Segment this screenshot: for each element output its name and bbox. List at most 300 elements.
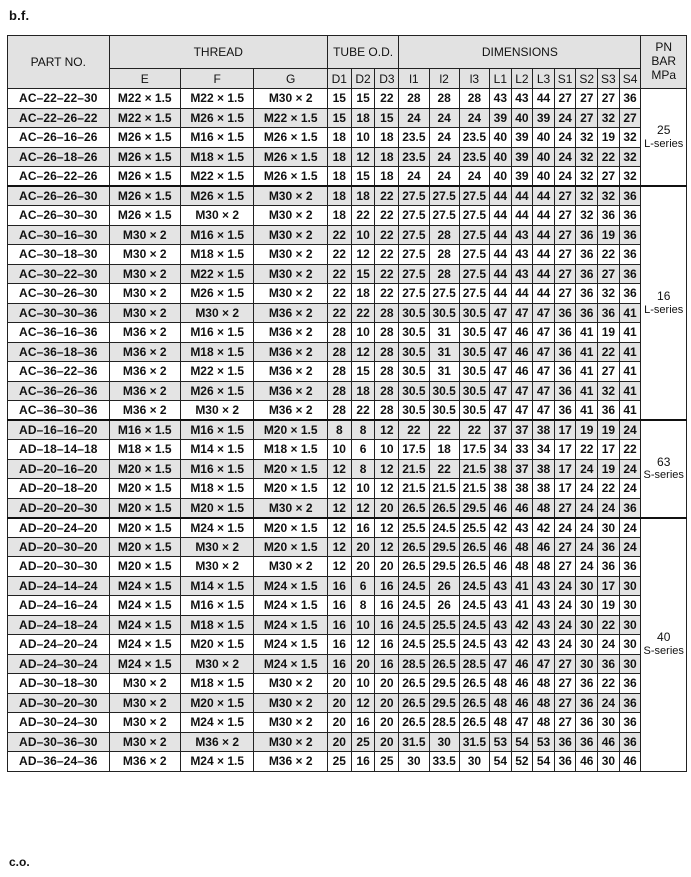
dim-s1-cell: 36 [554, 381, 576, 401]
dim-s2-cell: 27 [576, 108, 598, 128]
dim-s2-cell: 36 [576, 245, 598, 265]
tube-od-d2-cell: 10 [351, 323, 375, 343]
thread-g-cell: M30 × 2 [254, 732, 328, 752]
thread-e-cell: M24 × 1.5 [109, 576, 180, 596]
dim-l3-cell: 24.5 [459, 615, 489, 635]
tube-od-d1-cell: 20 [327, 713, 351, 733]
dim-l2-cell: 30.5 [429, 381, 459, 401]
dim-s2-cell: 22 [576, 440, 598, 460]
tube-od-d1-cell: 15 [327, 108, 351, 128]
pn-rating-value: 63 [657, 454, 671, 469]
dim-l2-cell: 24 [429, 167, 459, 187]
dim-s4-cell: 41 [619, 401, 641, 421]
table-row [8, 537, 687, 557]
dim-L2-cell: 40 [511, 108, 533, 128]
thread-f-cell: M30 × 2 [180, 654, 254, 674]
dim-L3-cell: 44 [533, 89, 555, 109]
dim-l2-cell: 30.5 [429, 303, 459, 323]
dim-s1-cell: 36 [554, 732, 576, 752]
dim-l2-cell: 22 [429, 420, 459, 440]
tube-od-d1-cell: 22 [327, 225, 351, 245]
part-number-cell: AC–26–22–26 [8, 167, 110, 187]
dim-L1-cell: 46 [490, 557, 512, 577]
tube-od-d3-cell: 12 [375, 518, 399, 538]
dim-s4-cell: 30 [619, 654, 641, 674]
dim-s4-cell: 36 [619, 89, 641, 109]
dim-l1-cell: 24.5 [399, 596, 429, 616]
tube-od-d1-cell: 28 [327, 342, 351, 362]
thread-g-cell: M24 × 1.5 [254, 654, 328, 674]
header-pn-bar-mpa: PN BAR MPa [641, 36, 687, 89]
dim-s1-cell: 27 [554, 206, 576, 226]
dim-s1-cell: 27 [554, 537, 576, 557]
dim-l3-cell: 28.5 [459, 654, 489, 674]
dim-L1-cell: 42 [490, 518, 512, 538]
dim-s3-cell: 27 [598, 89, 620, 109]
dim-l2-cell: 26 [429, 576, 459, 596]
header-part-no: PART NO. [8, 36, 110, 89]
thread-f-cell: M14 × 1.5 [180, 440, 254, 460]
thread-f-cell: M18 × 1.5 [180, 342, 254, 362]
dim-s3-cell: 24 [598, 693, 620, 713]
dim-l1-cell: 26.5 [399, 713, 429, 733]
col-dim-L1: L1 [490, 69, 512, 89]
dim-L1-cell: 38 [490, 459, 512, 479]
thread-e-cell: M20 × 1.5 [109, 557, 180, 577]
thread-f-cell: M30 × 2 [180, 557, 254, 577]
thread-g-cell: M20 × 1.5 [254, 479, 328, 499]
part-number-cell: AC–30–26–30 [8, 284, 110, 304]
dim-l3-cell: 21.5 [459, 459, 489, 479]
thread-f-cell: M20 × 1.5 [180, 498, 254, 518]
dim-s3-cell: 30 [598, 713, 620, 733]
dim-l3-cell: 30.5 [459, 362, 489, 382]
tube-od-d1-cell: 8 [327, 420, 351, 440]
tube-od-d2-cell: 8 [351, 596, 375, 616]
thread-g-cell: M24 × 1.5 [254, 635, 328, 655]
tube-od-d3-cell: 16 [375, 654, 399, 674]
dim-l3-cell: 27.5 [459, 225, 489, 245]
dim-l2-cell: 27.5 [429, 186, 459, 206]
dim-l3-cell: 27.5 [459, 245, 489, 265]
dim-s2-cell: 24 [576, 498, 598, 518]
tube-od-d3-cell: 12 [375, 459, 399, 479]
thread-e-cell: M30 × 2 [109, 245, 180, 265]
part-number-cell: AC–26–16–26 [8, 128, 110, 148]
tube-od-d1-cell: 16 [327, 615, 351, 635]
dim-L1-cell: 53 [490, 732, 512, 752]
thread-e-cell: M18 × 1.5 [109, 440, 180, 460]
tube-od-d2-cell: 6 [351, 576, 375, 596]
dim-L3-cell: 47 [533, 323, 555, 343]
dim-L3-cell: 47 [533, 303, 555, 323]
dim-s4-cell: 32 [619, 128, 641, 148]
dim-l2-cell: 29.5 [429, 693, 459, 713]
dim-L2-cell: 42 [511, 635, 533, 655]
dim-l3-cell: 21.5 [459, 479, 489, 499]
tube-od-d2-cell: 15 [351, 89, 375, 109]
table-row [8, 596, 687, 616]
tube-od-d3-cell: 22 [375, 225, 399, 245]
table-row [8, 323, 687, 343]
dim-l1-cell: 27.5 [399, 225, 429, 245]
dim-s3-cell: 27 [598, 264, 620, 284]
tube-od-d2-cell: 10 [351, 225, 375, 245]
tube-od-d2-cell: 22 [351, 206, 375, 226]
dim-s1-cell: 17 [554, 479, 576, 499]
tube-od-d1-cell: 18 [327, 128, 351, 148]
thread-e-cell: M36 × 2 [109, 342, 180, 362]
dim-l3-cell: 24.5 [459, 635, 489, 655]
part-number-cell: AC–36–26–36 [8, 381, 110, 401]
thread-f-cell: M18 × 1.5 [180, 615, 254, 635]
thread-e-cell: M20 × 1.5 [109, 537, 180, 557]
dim-l1-cell: 27.5 [399, 284, 429, 304]
dim-l1-cell: 26.5 [399, 693, 429, 713]
dim-l1-cell: 30.5 [399, 323, 429, 343]
dim-s4-cell: 24 [619, 479, 641, 499]
dim-L2-cell: 43 [511, 518, 533, 538]
part-number-cell: AD–16–16–20 [8, 420, 110, 440]
dim-s1-cell: 24 [554, 167, 576, 187]
dim-L1-cell: 47 [490, 362, 512, 382]
dim-l1-cell: 30.5 [399, 303, 429, 323]
tube-od-d2-cell: 8 [351, 420, 375, 440]
table-row [8, 147, 687, 167]
part-number-cell: AC–30–16–30 [8, 225, 110, 245]
dim-s3-cell: 30 [598, 752, 620, 772]
dim-s2-cell: 27 [576, 89, 598, 109]
tube-od-d3-cell: 15 [375, 108, 399, 128]
tube-od-d2-cell: 20 [351, 654, 375, 674]
tube-od-d2-cell: 22 [351, 303, 375, 323]
thread-g-cell: M20 × 1.5 [254, 537, 328, 557]
col-thread-e: E [109, 69, 180, 89]
thread-f-cell: M20 × 1.5 [180, 693, 254, 713]
dim-s3-cell: 17 [598, 440, 620, 460]
dim-L2-cell: 47 [511, 401, 533, 421]
dim-l2-cell: 29.5 [429, 537, 459, 557]
thread-f-cell: M22 × 1.5 [180, 89, 254, 109]
dim-s1-cell: 36 [554, 401, 576, 421]
tube-od-d3-cell: 16 [375, 576, 399, 596]
tube-od-d3-cell: 22 [375, 89, 399, 109]
dim-L3-cell: 43 [533, 596, 555, 616]
table-row [8, 674, 687, 694]
dim-l3-cell: 26.5 [459, 674, 489, 694]
col-tube-d3: D3 [375, 69, 399, 89]
dim-s3-cell: 19 [598, 459, 620, 479]
tube-od-d3-cell: 20 [375, 693, 399, 713]
thread-f-cell: M24 × 1.5 [180, 752, 254, 772]
dim-L3-cell: 44 [533, 245, 555, 265]
part-spec-table [7, 35, 687, 772]
dim-L2-cell: 41 [511, 596, 533, 616]
dim-L1-cell: 48 [490, 713, 512, 733]
dim-L1-cell: 38 [490, 479, 512, 499]
dim-s3-cell: 36 [598, 206, 620, 226]
dim-L3-cell: 47 [533, 401, 555, 421]
dim-l2-cell: 24 [429, 108, 459, 128]
dim-l3-cell: 24.5 [459, 576, 489, 596]
thread-f-cell: M16 × 1.5 [180, 128, 254, 148]
dim-L3-cell: 48 [533, 498, 555, 518]
thread-f-cell: M18 × 1.5 [180, 245, 254, 265]
dim-L3-cell: 47 [533, 654, 555, 674]
dim-l3-cell: 30.5 [459, 342, 489, 362]
dim-s2-cell: 36 [576, 674, 598, 694]
dim-l1-cell: 23.5 [399, 147, 429, 167]
dim-s1-cell: 36 [554, 362, 576, 382]
dim-s2-cell: 30 [576, 576, 598, 596]
dim-L1-cell: 47 [490, 401, 512, 421]
tube-od-d3-cell: 28 [375, 381, 399, 401]
tube-od-d1-cell: 15 [327, 89, 351, 109]
dim-l1-cell: 21.5 [399, 459, 429, 479]
table-row [8, 459, 687, 479]
dim-l1-cell: 26.5 [399, 537, 429, 557]
table-row [8, 303, 687, 323]
dim-s4-cell: 32 [619, 167, 641, 187]
dim-l1-cell: 17.5 [399, 440, 429, 460]
dim-L3-cell: 34 [533, 440, 555, 460]
dim-L3-cell: 46 [533, 537, 555, 557]
tube-od-d1-cell: 18 [327, 206, 351, 226]
tube-od-d1-cell: 10 [327, 440, 351, 460]
tube-od-d1-cell: 12 [327, 498, 351, 518]
thread-g-cell: M36 × 2 [254, 381, 328, 401]
dim-L3-cell: 47 [533, 342, 555, 362]
dim-L1-cell: 44 [490, 264, 512, 284]
dim-L3-cell: 44 [533, 225, 555, 245]
dim-l2-cell: 26.5 [429, 498, 459, 518]
tube-od-d1-cell: 18 [327, 147, 351, 167]
dim-s4-cell: 36 [619, 713, 641, 733]
part-number-cell: AD–30–24–30 [8, 713, 110, 733]
pn-series-label: L-series [644, 137, 684, 150]
table-row [8, 752, 687, 772]
dim-l2-cell: 30.5 [429, 401, 459, 421]
col-dim-s4: S4 [619, 69, 641, 89]
dim-L1-cell: 40 [490, 128, 512, 148]
tube-od-d3-cell: 22 [375, 245, 399, 265]
footer-label: c.o. [9, 855, 30, 869]
dim-L3-cell: 38 [533, 479, 555, 499]
part-number-cell: AC–22–22–30 [8, 89, 110, 109]
part-number-cell: AD–20–30–30 [8, 557, 110, 577]
thread-e-cell: M30 × 2 [109, 713, 180, 733]
thread-f-cell: M16 × 1.5 [180, 323, 254, 343]
dim-l2-cell: 24 [429, 128, 459, 148]
dim-L1-cell: 43 [490, 615, 512, 635]
tube-od-d2-cell: 18 [351, 186, 375, 206]
thread-g-cell: M26 × 1.5 [254, 147, 328, 167]
tube-od-d2-cell: 12 [351, 245, 375, 265]
thread-g-cell: M30 × 2 [254, 89, 328, 109]
part-number-cell: AC–30–30–36 [8, 303, 110, 323]
dim-L2-cell: 39 [511, 167, 533, 187]
dim-s3-cell: 36 [598, 401, 620, 421]
dim-L1-cell: 54 [490, 752, 512, 772]
dim-s2-cell: 24 [576, 518, 598, 538]
dim-s1-cell: 24 [554, 147, 576, 167]
dim-L1-cell: 44 [490, 186, 512, 206]
thread-f-cell: M30 × 2 [180, 537, 254, 557]
dim-L2-cell: 47 [511, 713, 533, 733]
dim-l3-cell: 17.5 [459, 440, 489, 460]
dim-l3-cell: 30.5 [459, 303, 489, 323]
dim-s3-cell: 36 [598, 303, 620, 323]
dim-l1-cell: 31.5 [399, 732, 429, 752]
dim-s4-cell: 36 [619, 557, 641, 577]
dim-s4-cell: 36 [619, 498, 641, 518]
dim-l3-cell: 29.5 [459, 498, 489, 518]
col-dim-l2: l2 [429, 69, 459, 89]
dim-s4-cell: 27 [619, 108, 641, 128]
dim-L2-cell: 54 [511, 732, 533, 752]
dim-L2-cell: 39 [511, 147, 533, 167]
dim-l3-cell: 25.5 [459, 518, 489, 538]
table-row [8, 284, 687, 304]
pn-series-label: L-series [644, 303, 684, 316]
dim-s1-cell: 36 [554, 303, 576, 323]
thread-f-cell: M22 × 1.5 [180, 362, 254, 382]
tube-od-d3-cell: 28 [375, 362, 399, 382]
tube-od-d3-cell: 22 [375, 206, 399, 226]
thread-f-cell: M26 × 1.5 [180, 284, 254, 304]
part-number-cell: AC–36–18–36 [8, 342, 110, 362]
tube-od-d3-cell: 20 [375, 557, 399, 577]
dim-s1-cell: 27 [554, 557, 576, 577]
dim-l2-cell: 24 [429, 147, 459, 167]
tube-od-d3-cell: 18 [375, 147, 399, 167]
dim-l2-cell: 29.5 [429, 557, 459, 577]
dim-s3-cell: 36 [598, 654, 620, 674]
dim-s3-cell: 19 [598, 596, 620, 616]
part-number-cell: AC–36–16–36 [8, 323, 110, 343]
thread-f-cell: M30 × 2 [180, 303, 254, 323]
dim-L3-cell: 38 [533, 420, 555, 440]
tube-od-d1-cell: 18 [327, 167, 351, 187]
dim-l3-cell: 23.5 [459, 147, 489, 167]
dim-s3-cell: 30 [598, 518, 620, 538]
dim-s2-cell: 36 [576, 284, 598, 304]
thread-e-cell: M16 × 1.5 [109, 420, 180, 440]
header-label: b.f. [9, 8, 30, 23]
dim-L2-cell: 46 [511, 498, 533, 518]
dim-s2-cell: 30 [576, 596, 598, 616]
table-row [8, 518, 687, 538]
dim-l1-cell: 25.5 [399, 518, 429, 538]
table-row [8, 206, 687, 226]
tube-od-d2-cell: 10 [351, 615, 375, 635]
pn-rating-cell [641, 89, 687, 187]
dim-s2-cell: 36 [576, 303, 598, 323]
thread-e-cell: M24 × 1.5 [109, 596, 180, 616]
thread-g-cell: M36 × 2 [254, 323, 328, 343]
tube-od-d2-cell: 22 [351, 401, 375, 421]
dim-s4-cell: 41 [619, 381, 641, 401]
part-number-cell: AC–30–18–30 [8, 245, 110, 265]
thread-e-cell: M24 × 1.5 [109, 635, 180, 655]
dim-l1-cell: 24 [399, 167, 429, 187]
dim-L1-cell: 47 [490, 323, 512, 343]
dim-L3-cell: 40 [533, 128, 555, 148]
thread-g-cell: M20 × 1.5 [254, 459, 328, 479]
tube-od-d3-cell: 18 [375, 128, 399, 148]
dim-l2-cell: 28 [429, 225, 459, 245]
table-body [8, 89, 687, 772]
tube-od-d1-cell: 16 [327, 635, 351, 655]
dim-L3-cell: 40 [533, 147, 555, 167]
dim-s1-cell: 27 [554, 693, 576, 713]
dim-s4-cell: 24 [619, 518, 641, 538]
thread-e-cell: M26 × 1.5 [109, 128, 180, 148]
dim-L2-cell: 33 [511, 440, 533, 460]
thread-g-cell: M20 × 1.5 [254, 420, 328, 440]
tube-od-d2-cell: 15 [351, 264, 375, 284]
tube-od-d2-cell: 10 [351, 128, 375, 148]
dim-l3-cell: 24 [459, 167, 489, 187]
pn-rating-value: 25 [657, 122, 671, 137]
tube-od-d3-cell: 16 [375, 596, 399, 616]
dim-s1-cell: 27 [554, 713, 576, 733]
tube-od-d1-cell: 22 [327, 303, 351, 323]
dim-l3-cell: 27.5 [459, 284, 489, 304]
dim-s3-cell: 24 [598, 498, 620, 518]
dim-L3-cell: 43 [533, 576, 555, 596]
dim-s3-cell: 22 [598, 674, 620, 694]
dim-L3-cell: 53 [533, 732, 555, 752]
thread-f-cell: M24 × 1.5 [180, 713, 254, 733]
dim-s3-cell: 46 [598, 732, 620, 752]
col-dim-s1: S1 [554, 69, 576, 89]
dim-L3-cell: 42 [533, 518, 555, 538]
tube-od-d1-cell: 20 [327, 693, 351, 713]
dim-L1-cell: 44 [490, 206, 512, 226]
dim-s2-cell: 24 [576, 459, 598, 479]
dim-s3-cell: 22 [598, 615, 620, 635]
dim-l3-cell: 30.5 [459, 381, 489, 401]
table-row [8, 108, 687, 128]
tube-od-d1-cell: 28 [327, 323, 351, 343]
thread-e-cell: M30 × 2 [109, 732, 180, 752]
tube-od-d3-cell: 22 [375, 186, 399, 206]
pn-rating-value: 40 [657, 630, 671, 645]
col-dim-L3: L3 [533, 69, 555, 89]
tube-od-d2-cell: 25 [351, 732, 375, 752]
dim-l2-cell: 25.5 [429, 635, 459, 655]
thread-g-cell: M24 × 1.5 [254, 576, 328, 596]
dim-s3-cell: 22 [598, 479, 620, 499]
dim-s4-cell: 36 [619, 245, 641, 265]
thread-e-cell: M20 × 1.5 [109, 459, 180, 479]
dim-L3-cell: 44 [533, 264, 555, 284]
col-thread-f: F [180, 69, 254, 89]
thread-g-cell: M30 × 2 [254, 498, 328, 518]
tube-od-d3-cell: 10 [375, 440, 399, 460]
dim-l3-cell: 27.5 [459, 264, 489, 284]
dim-L2-cell: 43 [511, 264, 533, 284]
thread-g-cell: M30 × 2 [254, 245, 328, 265]
dim-s4-cell: 30 [619, 596, 641, 616]
tube-od-d1-cell: 28 [327, 362, 351, 382]
dim-L3-cell: 40 [533, 167, 555, 187]
dim-l3-cell: 30.5 [459, 401, 489, 421]
thread-e-cell: M22 × 1.5 [109, 108, 180, 128]
dim-l3-cell: 24.5 [459, 596, 489, 616]
tube-od-d1-cell: 12 [327, 537, 351, 557]
